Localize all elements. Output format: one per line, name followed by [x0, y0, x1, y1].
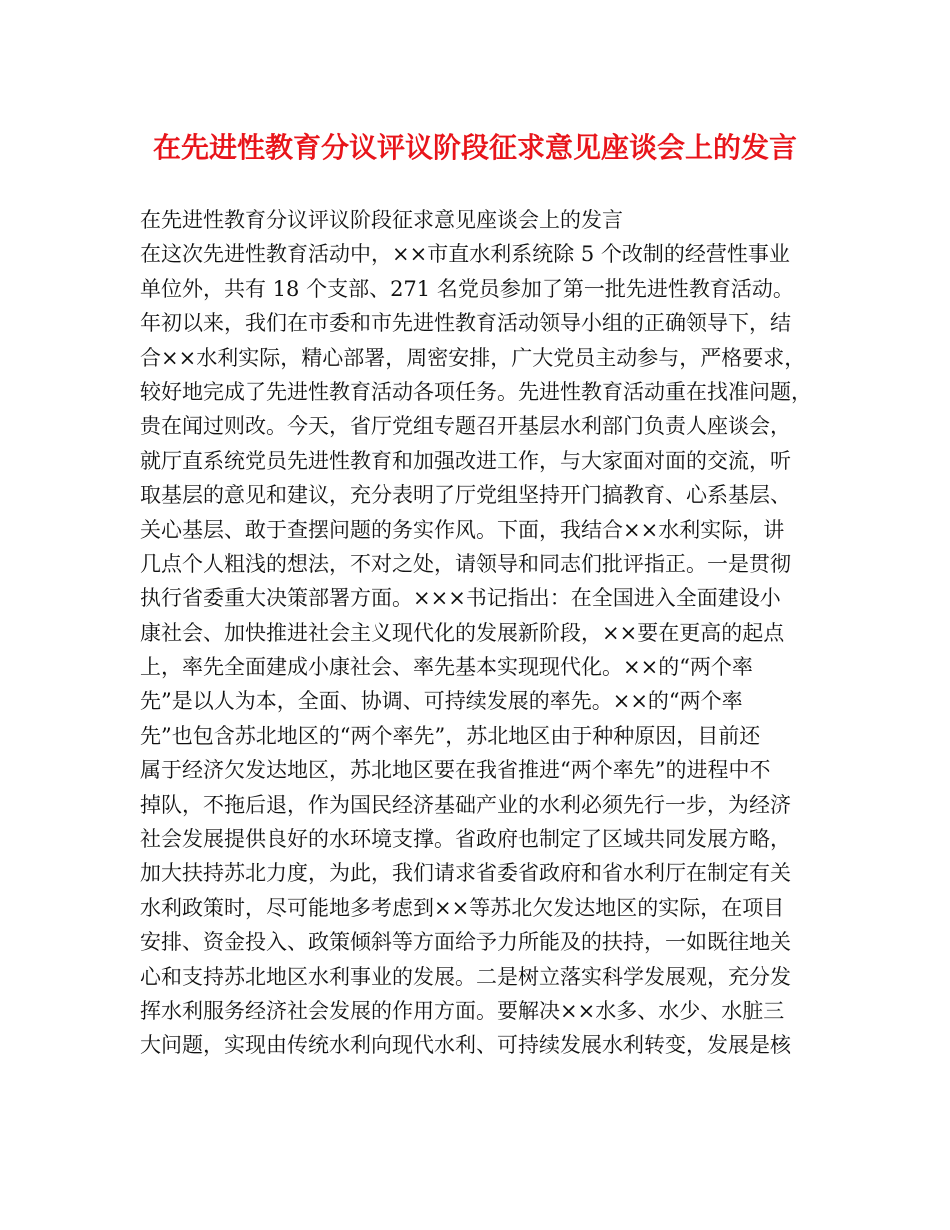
body-line: 挥水利服务经济社会发展的作用方面。要解决××水多、水少、水脏三 [140, 998, 785, 1023]
body-line: 关心基层、敢于查摆问题的务实作风。下面，我结合××水利实际，讲 [140, 517, 785, 542]
body-line: 大问题，实现由传统水利向现代水利、可持续发展水利转变，发展是核 [140, 1033, 791, 1058]
body-line: 执行省委重大决策部署方面。×××书记指出：在全国进入全面建设小 [140, 586, 781, 611]
document-title: 在先进性教育分议评议阶段征求意见座谈会上的发言 [152, 131, 797, 164]
body-line: 在这次先进性教育活动中，××市直水利系统除 5 个改制的经营性事业 [140, 242, 790, 267]
body-line: 心和支持苏北地区水利事业的发展。二是树立落实科学发展观，充分发 [140, 964, 791, 989]
body-line: 社会发展提供良好的水环境支撑。省政府也制定了区域共同发展方略， [140, 827, 791, 852]
body-line: 几点个人粗浅的想法，不对之处，请领导和同志们批评指正。一是贯彻 [140, 551, 791, 576]
body-line: 上，率先全面建成小康社会、率先基本实现现代化。××的“两个率 [140, 655, 753, 680]
body-line: 较好地完成了先进性教育活动各项任务。先进性教育活动重在找准问题， [140, 379, 812, 404]
body-line: 安排、资金投入、政策倾斜等方面给予力所能及的扶持，一如既往地关 [140, 930, 791, 955]
body-line: 单位外，共有 18 个支部、271 名党员参加了第一批先进性教育活动。 [140, 276, 794, 301]
body-line: 贵在闻过则改。今天，省厅党组专题召开基层水利部门负责人座谈会， [140, 414, 791, 439]
body-line: 取基层的意见和建议，充分表明了厅党组坚持开门搞教育、心系基层、 [140, 483, 791, 508]
body-line: 年初以来，我们在市委和市先进性教育活动领导小组的正确领导下，结 [140, 311, 791, 336]
body-line: 康社会、加快推进社会主义现代化的发展新阶段，××要在更高的起点 [140, 620, 785, 645]
body-line: 合××水利实际，精心部署，周密安排，广大党员主动参与，严格要求， [140, 345, 806, 370]
body-line: 先”是以人为本，全面、协调、可持续发展的率先。××的“两个率 [140, 689, 743, 714]
body-line: 在先进性教育分议评议阶段征求意见座谈会上的发言 [140, 208, 623, 232]
document-body [140, 203, 820, 1063]
body-line: 属于经济欠发达地区，苏北地区要在我省推进“两个率先”的进程中不 [140, 758, 771, 783]
body-line: 加大扶持苏北力度，为此，我们请求省委省政府和省水利厅在制定有关 [140, 861, 791, 886]
body-line: 掉队，不拖后退，作为国民经济基础产业的水利必须先行一步，为经济 [140, 792, 791, 817]
body-line: 就厅直系统党员先进性教育和加强改进工作，与大家面对面的交流，听 [140, 448, 791, 473]
body-line: 水利政策时，尽可能地多考虑到××等苏北欠发达地区的实际，在项目 [140, 895, 785, 920]
body-line: 先”也包含苏北地区的“两个率先”，苏北地区由于种种原因，目前还 [140, 723, 761, 748]
